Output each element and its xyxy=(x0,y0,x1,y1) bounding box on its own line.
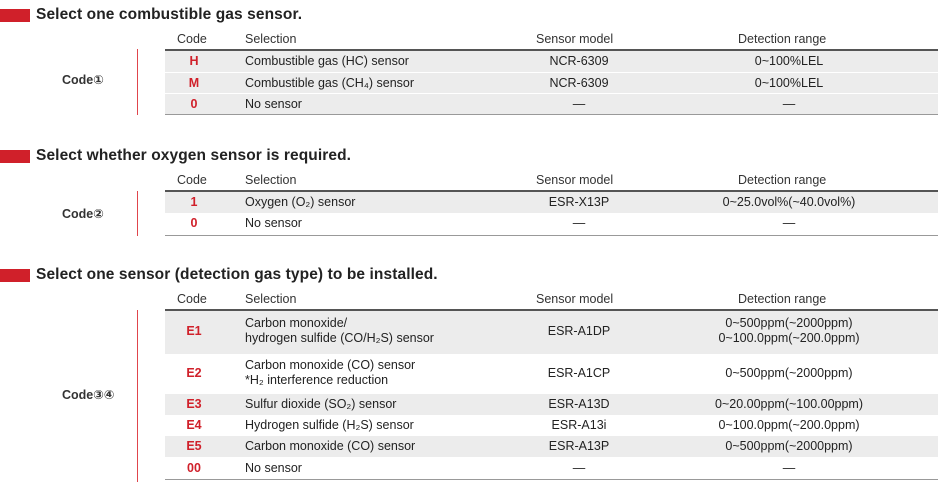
range-line: 0~500ppm(~2000ppm) xyxy=(725,316,853,330)
table-row xyxy=(165,457,938,479)
option-code: 1 xyxy=(190,195,198,209)
section-marker xyxy=(0,9,30,22)
table-row xyxy=(165,192,938,213)
detection-range: 0~100.0ppm(~200.0ppm) xyxy=(718,418,860,432)
option-code: 0 xyxy=(190,216,198,230)
selection-text: Carbon monoxide (CO) sensor xyxy=(245,439,416,453)
sensor-model: NCR-6309 xyxy=(549,76,609,90)
detection-range: 0~20.00ppm(~100.00ppm) xyxy=(714,397,864,411)
section-marker xyxy=(0,269,30,282)
code-label: Code② xyxy=(62,207,104,221)
table-bottom-rule xyxy=(165,114,938,115)
table-row xyxy=(165,415,938,436)
divider-line xyxy=(137,191,138,236)
detection-range: 0~100%LEL xyxy=(754,76,824,90)
option-code: 00 xyxy=(187,461,201,475)
selection-text: No sensor xyxy=(245,461,302,475)
option-code: H xyxy=(189,54,199,68)
option-code: E1 xyxy=(186,324,202,338)
detection-range: — xyxy=(782,97,796,111)
table-row xyxy=(165,93,938,114)
table-row xyxy=(165,354,938,394)
table-header xyxy=(165,31,938,49)
divider-line xyxy=(137,310,138,482)
header-model: Sensor model xyxy=(536,173,614,187)
selection-text xyxy=(245,316,525,346)
section-title-text: Select one sensor (detection gas type) to be installed. xyxy=(36,266,438,283)
detection-range: 0~500ppm(~2000ppm) xyxy=(725,366,853,380)
sensor-model: ESR-A1CP xyxy=(547,366,611,380)
table-row xyxy=(165,311,938,354)
selection-line: *H₂ interference reduction xyxy=(245,373,389,387)
selection-line: Carbon monoxide/ xyxy=(245,316,348,330)
selection-line: hydrogen sulfide (CO/H₂S) sensor xyxy=(245,331,434,345)
sensor-table xyxy=(165,172,938,236)
section-title xyxy=(0,5,302,25)
sensor-model: ESR-A13P xyxy=(548,439,610,453)
section-title-text: Select whether oxygen sensor is required. xyxy=(36,147,352,164)
selection-text: No sensor xyxy=(245,97,302,111)
table-bottom-rule xyxy=(165,235,938,236)
selection-text: Combustible gas (HC) sensor xyxy=(245,54,409,68)
code-label: Code① xyxy=(62,73,104,87)
option-code: E4 xyxy=(186,418,202,432)
sensor-table xyxy=(165,31,938,115)
sensor-model: ESR-A13D xyxy=(548,397,610,411)
sensor-model: ESR-A1DP xyxy=(547,324,611,338)
table-header xyxy=(165,291,938,309)
sensor-model: — xyxy=(572,461,586,475)
detection-range xyxy=(683,316,895,346)
selection-text: Combustible gas (CH₄) sensor xyxy=(245,76,415,90)
table-row xyxy=(165,213,938,235)
table-bottom-rule xyxy=(165,479,938,480)
sensor-model: — xyxy=(572,97,586,111)
header-range: Detection range xyxy=(738,292,827,306)
detection-range: 0~100%LEL xyxy=(754,54,824,68)
section-marker xyxy=(0,150,30,163)
header-code: Code xyxy=(177,292,207,306)
range-line: 0~100.0ppm(~200.0ppm) xyxy=(718,331,860,345)
header-range: Detection range xyxy=(738,173,827,187)
option-code: 0 xyxy=(190,97,198,111)
section-title xyxy=(0,265,438,285)
table-row xyxy=(165,394,938,415)
header-selection: Selection xyxy=(245,292,297,306)
sensor-model: ESR-X13P xyxy=(548,195,610,209)
header-code: Code xyxy=(177,32,207,46)
code-label: Code③④ xyxy=(62,388,115,402)
selection-text: No sensor xyxy=(245,216,302,230)
detection-range: 0~500ppm(~2000ppm) xyxy=(725,439,853,453)
section-title xyxy=(0,146,351,166)
selection-line: Carbon monoxide (CO) sensor xyxy=(245,358,416,372)
sensor-model: ESR-A13i xyxy=(551,418,607,432)
header-model: Sensor model xyxy=(536,32,614,46)
sensor-table xyxy=(165,291,938,480)
sensor-model: — xyxy=(572,216,586,230)
detection-range: — xyxy=(782,461,796,475)
table-row xyxy=(165,436,938,457)
header-model: Sensor model xyxy=(536,292,614,306)
header-range: Detection range xyxy=(738,32,827,46)
divider-line xyxy=(137,49,138,115)
table-header xyxy=(165,172,938,190)
header-code: Code xyxy=(177,173,207,187)
selection-text: Sulfur dioxide (SO₂) sensor xyxy=(245,397,397,411)
option-code: E3 xyxy=(186,397,202,411)
detection-range: — xyxy=(782,216,796,230)
sensor-model: NCR-6309 xyxy=(549,54,609,68)
header-selection: Selection xyxy=(245,32,297,46)
table-row xyxy=(165,72,938,93)
header-selection: Selection xyxy=(245,173,297,187)
table-row xyxy=(165,51,938,72)
section-title-text: Select one combustible gas sensor. xyxy=(36,6,303,23)
option-code: M xyxy=(188,76,200,90)
selection-text xyxy=(245,358,525,388)
selection-text: Oxygen (O₂) sensor xyxy=(245,195,356,209)
option-code: E5 xyxy=(186,439,202,453)
selection-text: Hydrogen sulfide (H₂S) sensor xyxy=(245,418,414,432)
option-code: E2 xyxy=(186,366,202,380)
detection-range: 0~25.0vol%(~40.0vol%) xyxy=(722,195,856,209)
